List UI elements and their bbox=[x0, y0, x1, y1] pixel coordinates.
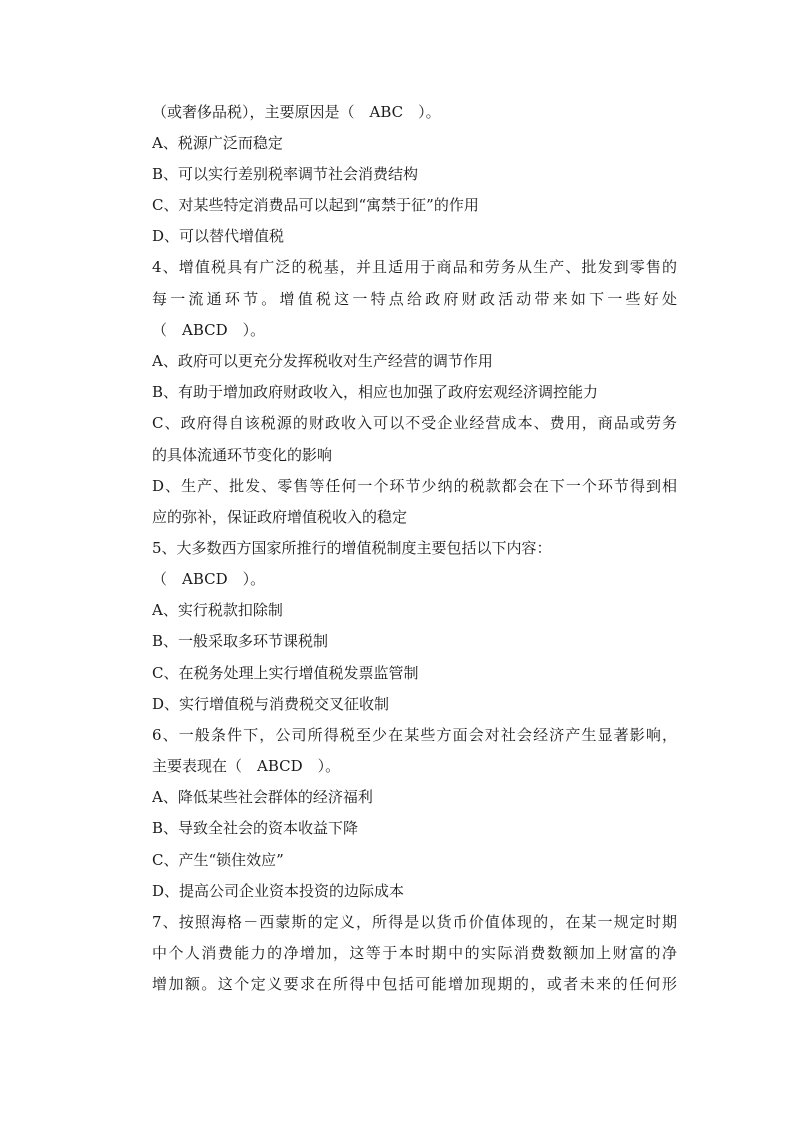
question-line: 主要表现在（ ABCD ）。 bbox=[152, 757, 341, 775]
option-line: A、政府可以更充分发挥税收对生产经营的调节作用 bbox=[152, 352, 493, 370]
option-line: A、税源广泛而稳定 bbox=[152, 134, 283, 152]
question-line: 7、按照海格－西蒙斯的定义，所得是以货币价值体现的，在某一规定时期 bbox=[152, 913, 677, 931]
question-line: 5、大多数西方国家所推行的增值税制度主要包括以下内容： bbox=[152, 539, 552, 557]
option-line: 的具体流通环节变化的影响 bbox=[152, 446, 333, 464]
text-line: （或奢侈品税），主要原因是（ ABC ）。 bbox=[152, 103, 441, 121]
question-line: 中个人消费能力的净增加，这等于本时期中的实际消费数额加上财富的净 bbox=[152, 944, 677, 962]
option-line: D、提高公司企业资本投资的边际成本 bbox=[152, 882, 405, 900]
question-line: 每一流通环节。增值税这一特点给政府财政活动带来如下一些好处 bbox=[152, 290, 677, 308]
option-line: B、一般采取多环节课税制 bbox=[152, 632, 329, 650]
option-line: D、实行增值税与消费税交叉征收制 bbox=[152, 695, 390, 713]
option-line: D、可以替代增值税 bbox=[152, 227, 285, 245]
option-line: B、有助于增加政府财政收入，相应也加强了政府宏观经济调控能力 bbox=[152, 383, 599, 401]
question-line: 4、增值税具有广泛的税基，并且适用于商品和劳务从生产、批发到零售的 bbox=[152, 258, 677, 276]
answer-line: （ ABCD ）。 bbox=[152, 321, 266, 339]
answer-line: （ ABCD ）。 bbox=[152, 570, 266, 588]
option-line: C、在税务处理上实行增值税发票监管制 bbox=[152, 664, 419, 682]
option-line: C、产生“锁住效应” bbox=[152, 851, 284, 869]
question-line: 增加额。这个定义要求在所得中包括可能增加现期的，或者未来的任何形 bbox=[152, 975, 677, 993]
option-line: A、降低某些社会群体的经济福利 bbox=[152, 788, 373, 806]
option-line: 应的弥补，保证政府增值税收入的稳定 bbox=[152, 508, 408, 526]
option-line: B、可以实行差别税率调节社会消费结构 bbox=[152, 165, 419, 183]
question-line: 6、一般条件下，公司所得税至少在某些方面会对社会经济产生显著影响， bbox=[152, 726, 677, 744]
option-line: A、实行税款扣除制 bbox=[152, 601, 283, 619]
option-line: C、对某些特定消费品可以起到“寓禁于征”的作用 bbox=[152, 196, 479, 214]
option-line: B、导致全社会的资本收益下降 bbox=[152, 819, 359, 837]
option-line: D、生产、批发、零售等任何一个环节少纳的税款都会在下一个环节得到相 bbox=[152, 477, 677, 495]
option-line: C、政府得自该税源的财政收入可以不受企业经营成本、费用，商品或劳务 bbox=[152, 414, 677, 432]
